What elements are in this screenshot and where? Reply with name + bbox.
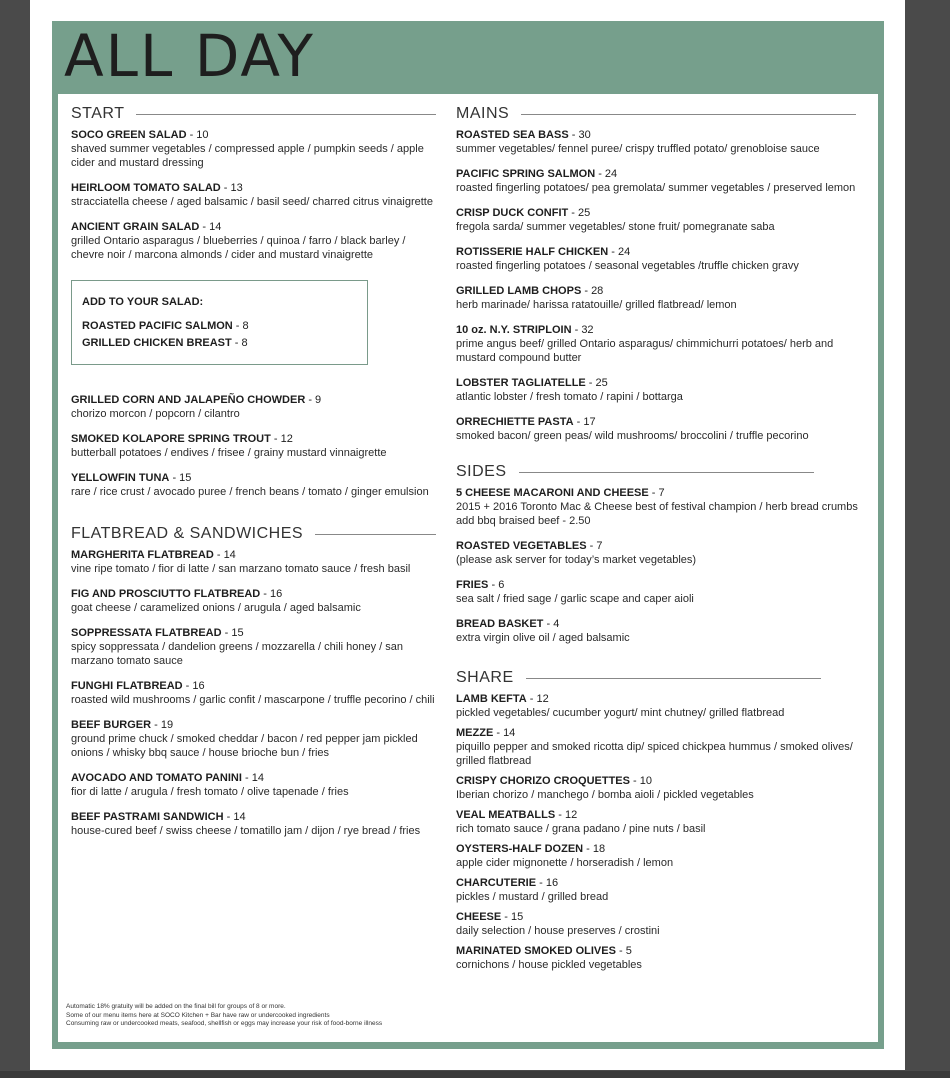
menu-item-price: 19 — [160, 719, 174, 731]
menu-item-price: 24 — [604, 168, 618, 180]
add-on-name: ROASTED PACIFIC SALMON — [82, 320, 233, 332]
menu-item-name: AVOCADO AND TOMATO PANINI - 14 — [71, 772, 264, 784]
item-name-text: FUNGHI FLATBREAD — [71, 680, 183, 692]
menu-item-name: SOPPRESSATA FLATBREAD - 15 — [71, 627, 244, 639]
menu-item — [456, 842, 861, 870]
footnote-line: Some of our menu items here at SOCO Kitchen + Bar have raw or undercooked ingredients — [66, 1011, 330, 1019]
item-name-text: ROASTED SEA BASS — [456, 129, 569, 141]
footnote-line: Automatic 18% gratuity will be added on the final bill for groups of 8 or more. — [66, 1003, 286, 1010]
menu-item — [456, 376, 861, 404]
menu-item — [456, 323, 861, 365]
item-name-text: BEEF PASTRAMI SANDWICH — [71, 811, 224, 823]
item-name-text: SOCO GREEN SALAD — [71, 129, 187, 141]
start-list-2 — [71, 393, 436, 499]
menu-item-name: ANCIENT GRAIN SALAD - 14 — [71, 221, 222, 233]
menu-title: ALL DAY — [64, 22, 315, 90]
menu-item-description: vine ripe tomato / fior di latte / san marzano tomato sauce / fresh basil — [71, 563, 411, 575]
section-start — [71, 104, 436, 124]
menu-item — [71, 810, 436, 838]
add-to-salad-title: ADD TO YOUR SALAD: — [82, 296, 204, 308]
item-name-text: CRISP DUCK CONFIT — [456, 207, 569, 219]
add-on-line: GRILLED CHICKEN BREAST - 8 — [82, 337, 248, 349]
menu-item — [71, 432, 436, 460]
add-on-price: 8 — [241, 337, 248, 349]
menu-item — [456, 910, 861, 938]
section-rule — [521, 114, 856, 115]
menu-item — [456, 808, 861, 836]
section-title-flatbread: FLATBREAD & SANDWICHES — [71, 525, 304, 542]
add-on-price: 8 — [242, 320, 249, 332]
menu-item — [456, 774, 861, 802]
menu-item-price: 5 — [625, 945, 632, 957]
menu-item — [71, 771, 436, 799]
menu-item-description: pickles / mustard / grilled bread — [456, 891, 609, 903]
menu-item-name: BEEF BURGER - 19 — [71, 719, 174, 731]
item-name-text: FRIES — [456, 579, 489, 591]
menu-item-name: SOCO GREEN SALAD - 10 — [71, 129, 209, 141]
footnote-line: Consuming raw or undercooked meats, seafood, shellfish or eggs may increase your risk of food-borne illness — [66, 1020, 383, 1027]
menu-item-price: 14 — [209, 221, 222, 233]
item-name-text: YELLOWFIN TUNA — [71, 472, 170, 484]
menu-item-price: 10 — [196, 129, 209, 141]
flatbread-list — [71, 548, 436, 838]
window-bottom-bar — [0, 1071, 950, 1078]
menu-item-price: 32 — [581, 324, 594, 336]
item-name-text: SMOKED KOLAPORE SPRING TROUT — [71, 433, 271, 445]
section-share — [456, 668, 861, 688]
menu-item-price: 18 — [592, 843, 606, 855]
menu-item-name: ORRECHIETTE PASTA - 17 — [456, 416, 596, 428]
menu-item-description: smoked bacon/ green peas/ wild mushrooms/ broccolini / truffle pecorino — [456, 430, 809, 442]
menu-item-price: 25 — [595, 377, 608, 389]
add-to-salad-box — [71, 280, 368, 365]
item-name-text: ROASTED VEGETABLES — [456, 540, 587, 552]
menu-item — [456, 692, 861, 720]
menu-item-price: 28 — [591, 285, 604, 297]
menu-item — [456, 245, 861, 273]
add-on-line: ROASTED PACIFIC SALMON - 8 — [82, 320, 249, 332]
menu-item-description: daily selection / house preserves / crostini — [456, 925, 660, 937]
menu-item-name: GRILLED CORN AND JALAPEÑO CHOWDER - 9 — [71, 394, 322, 406]
menu-item-description: spicy soppressata / dandelion greens / mozzarella / chili honey / san marzano tomato sauce — [71, 641, 404, 667]
menu-item-name: FIG AND PROSCIUTTO FLATBREAD - 16 — [71, 588, 283, 600]
item-name-text: FIG AND PROSCIUTTO FLATBREAD — [71, 588, 261, 600]
menu-item — [71, 471, 436, 499]
share-list — [456, 692, 861, 972]
item-name-text: BEEF BURGER — [71, 719, 152, 731]
menu-item-description: Iberian chorizo / manchego / bomba aioli / pickled vegetables — [456, 789, 754, 801]
menu-item-description: 2015 + 2016 Toronto Mac & Cheese best of festival champion / herb bread crumbs — [456, 501, 858, 513]
menu-item-description: stracciatella cheese / aged balsamic / basil seed/ charred citrus vinaigrette — [71, 196, 433, 208]
footnote — [66, 1003, 446, 1029]
menu-item-price: 16 — [545, 877, 559, 889]
menu-item-price: 7 — [596, 540, 603, 552]
item-name-text: GRILLED LAMB CHOPS — [456, 285, 582, 297]
menu-item-description: rare / rice crust / avocado puree / french beans / tomato / ginger emulsion — [71, 486, 429, 498]
menu-item-price: 15 — [231, 627, 244, 639]
menu-item-description: chorizo morcon / popcorn / cilantro — [71, 408, 240, 420]
menu-item — [456, 128, 861, 156]
item-name-text: ROTISSERIE HALF CHICKEN — [456, 246, 609, 258]
menu-item-description: sea salt / fried sage / garlic scape and caper aioli — [456, 593, 694, 605]
menu-item-name: FRIES - 6 — [456, 579, 505, 591]
item-name-text: AVOCADO AND TOMATO PANINI — [71, 772, 242, 784]
menu-item-name: HEIRLOOM TOMATO SALAD - 13 — [71, 182, 243, 194]
section-title-share: SHARE — [456, 669, 514, 686]
menu-item-name: LAMB KEFTA - 12 — [456, 693, 549, 705]
menu-item-description: piquillo pepper and smoked ricotta dip/ spiced chickpea hummus / smoked olives/ grilled flatbread — [456, 741, 853, 767]
menu-item-name: CRISP DUCK CONFIT - 25 — [456, 207, 591, 219]
section-rule — [136, 114, 436, 115]
menu-item-name: MARGHERITA FLATBREAD - 14 — [71, 549, 236, 561]
menu-item-price: 25 — [578, 207, 591, 219]
menu-item-description: roasted fingerling potatoes / seasonal vegetables /truffle chicken gravy — [456, 260, 799, 272]
menu-item-price: 14 — [223, 549, 236, 561]
menu-item-name: ROTISSERIE HALF CHICKEN - 24 — [456, 246, 631, 258]
item-name-text: CHARCUTERIE — [456, 877, 537, 889]
menu-item — [456, 944, 861, 972]
menu-item-price: 6 — [498, 579, 505, 591]
menu-item-description: summer vegetables/ fennel puree/ crispy truffled potato/ grenobloise sauce — [456, 143, 820, 155]
item-name-text: VEAL MEATBALLS — [456, 809, 556, 821]
menu-item-price: 24 — [617, 246, 631, 258]
section-title-start: START — [71, 105, 125, 122]
menu-item-price: 15 — [179, 472, 192, 484]
menu-item-price: 4 — [553, 618, 560, 630]
menu-item-price: 7 — [658, 487, 665, 499]
start-list — [71, 128, 436, 262]
menu-item-description: ground prime chuck / smoked cheddar / bacon / red pepper jam pickled onions / whisky bbq sauce / house brioche bun / fries — [71, 733, 418, 759]
menu-item-price: 14 — [503, 727, 516, 739]
menu-item-price: 14 — [251, 772, 264, 784]
menu-item-description: (please ask server for today’s market vegetables) — [456, 554, 697, 566]
menu-item-description: apple cider mignonette / horseradish / lemon — [456, 857, 674, 869]
item-name-text: LAMB KEFTA — [456, 693, 527, 705]
menu-item-description: roasted wild mushrooms / garlic confit / mascarpone / truffle pecorino / chili — [71, 694, 435, 706]
menu-item-name: BREAD BASKET - 4 — [456, 618, 560, 630]
menu-item-name: SMOKED KOLAPORE SPRING TROUT - 12 — [71, 433, 293, 445]
menu-item-description: atlantic lobster / fresh tomato / rapini / bottarga — [456, 391, 683, 403]
menu-item-name: 10 oz. N.Y. STRIPLOIN - 32 — [456, 324, 594, 336]
menu-item — [71, 679, 436, 707]
menu-item-price: 13 — [230, 182, 243, 194]
menu-item — [71, 181, 436, 209]
menu-item-price: 12 — [565, 809, 578, 821]
item-name-text: 5 CHEESE MACARONI AND CHEESE — [456, 487, 649, 499]
mains-list — [456, 128, 861, 443]
menu-item — [456, 578, 861, 606]
menu-item — [456, 539, 861, 567]
item-name-text: MEZZE — [456, 727, 494, 739]
add-on-name: GRILLED CHICKEN BREAST — [82, 337, 232, 349]
item-name-text: CHEESE — [456, 911, 502, 923]
section-mains — [456, 104, 861, 124]
menu-item-name: YELLOWFIN TUNA - 15 — [71, 472, 192, 484]
item-name-text: LOBSTER TAGLIATELLE — [456, 377, 586, 389]
menu-item — [456, 726, 861, 768]
menu-item-price: 16 — [192, 680, 205, 692]
menu-item — [71, 393, 436, 421]
menu-item-name: ROASTED VEGETABLES - 7 — [456, 540, 603, 552]
menu-item-price: 12 — [280, 433, 293, 445]
menu-item-name: CRISPY CHORIZO CROQUETTES - 10 — [456, 775, 653, 787]
menu-item-price: 14 — [233, 811, 246, 823]
menu-item — [456, 617, 861, 645]
menu-item-price: 10 — [639, 775, 653, 787]
section-title-sides: SIDES — [456, 463, 507, 480]
menu-item-name: LOBSTER TAGLIATELLE - 25 — [456, 377, 608, 389]
item-name-text: SOPPRESSATA FLATBREAD — [71, 627, 222, 639]
menu-item-description: cornichons / house pickled vegetables — [456, 959, 642, 971]
menu-item-name: CHEESE - 15 — [456, 911, 524, 923]
menu-item-name: FUNGHI FLATBREAD - 16 — [71, 680, 205, 692]
menu-item-price: 15 — [511, 911, 524, 923]
section-rule — [519, 472, 814, 473]
menu-item — [456, 876, 861, 904]
menu-item — [456, 206, 861, 234]
menu-item-name: MEZZE - 14 — [456, 727, 516, 739]
menu-item-name: ROASTED SEA BASS - 30 — [456, 129, 591, 141]
section-rule — [315, 534, 436, 535]
item-name-text: PACIFIC SPRING SALMON — [456, 168, 596, 180]
item-name-text: GRILLED CORN AND JALAPEÑO CHOWDER — [71, 394, 306, 406]
menu-item-name: CHARCUTERIE - 16 — [456, 877, 559, 889]
menu-item-name: PACIFIC SPRING SALMON - 24 — [456, 168, 618, 180]
item-name-text: ORRECHIETTE PASTA — [456, 416, 574, 428]
menu-item — [456, 284, 861, 312]
section-flatbread — [71, 524, 436, 544]
item-name-text: ANCIENT GRAIN SALAD — [71, 221, 200, 233]
menu-item-description: prime angus beef/ grilled Ontario asparagus/ chimmichurri potatoes/ herb and mustard compound butter — [456, 338, 834, 364]
menu-item — [71, 128, 436, 170]
menu-item-name: MARINATED SMOKED OLIVES - 5 — [456, 945, 632, 957]
menu-item — [71, 626, 436, 668]
add-to-salad-list — [82, 318, 357, 352]
menu-item-description: grilled Ontario asparagus / blueberries / quinoa / farro / black barley / chevre noir / marcona almonds / cider and mustard vinaigrette — [71, 235, 406, 261]
right-column — [456, 104, 861, 978]
item-name-text: MARGHERITA FLATBREAD — [71, 549, 214, 561]
left-column — [71, 104, 436, 849]
menu-item-price: 9 — [315, 394, 322, 406]
menu-item — [71, 587, 436, 615]
menu-item-description: pickled vegetables/ cucumber yogurt/ mint chutney/ grilled flatbread — [456, 707, 785, 719]
menu-item-description: fregola sarda/ summer vegetables/ stone fruit/ pomegranate saba — [456, 221, 775, 233]
item-name-text: 10 oz. N.Y. STRIPLOIN — [456, 324, 572, 336]
menu-item — [71, 220, 436, 262]
item-name-text: BREAD BASKET — [456, 618, 544, 630]
menu-item-name: BEEF PASTRAMI SANDWICH - 14 — [71, 811, 246, 823]
menu-item-description: roasted fingerling potatoes/ pea gremolata/ summer vegetables / preserved lemon — [456, 182, 856, 194]
sides-list — [456, 486, 861, 645]
menu-item-description: rich tomato sauce / grana padano / pine nuts / basil — [456, 823, 706, 835]
menu-item — [456, 415, 861, 443]
menu-item-description: goat cheese / caramelized onions / arugula / aged balsamic — [71, 602, 361, 614]
item-name-text: HEIRLOOM TOMATO SALAD — [71, 182, 221, 194]
menu-item-description: butterball potatoes / endives / frisee / grainy mustard vinnaigrette — [71, 447, 387, 459]
menu-item-price: 30 — [578, 129, 591, 141]
menu-item-description: house-cured beef / swiss cheese / tomatillo jam / dijon / rye bread / fries — [71, 825, 421, 837]
menu-item-name: OYSTERS-HALF DOZEN - 18 — [456, 843, 606, 855]
section-title-mains: MAINS — [456, 105, 510, 122]
menu-item-price: 16 — [270, 588, 283, 600]
menu-item-price: 17 — [583, 416, 596, 428]
item-name-text: OYSTERS-HALF DOZEN — [456, 843, 584, 855]
menu-item-description: fior di latte / arugula / fresh tomato / olive tapenade / fries — [71, 786, 349, 798]
item-name-text: CRISPY CHORIZO CROQUETTES — [456, 775, 630, 787]
menu-item — [71, 548, 436, 576]
menu-item — [456, 167, 861, 195]
menu-item — [456, 486, 861, 528]
section-sides — [456, 462, 861, 482]
menu-item-name: GRILLED LAMB CHOPS - 28 — [456, 285, 604, 297]
menu-item-description: extra virgin olive oil / aged balsamic — [456, 632, 630, 644]
menu-item-name: VEAL MEATBALLS - 12 — [456, 809, 578, 821]
menu-item — [71, 718, 436, 760]
menu-item-description: shaved summer vegetables / compressed apple / pumpkin seeds / apple cider and mustard dressing — [71, 143, 424, 169]
menu-item-price: 12 — [536, 693, 549, 705]
item-name-text: MARINATED SMOKED OLIVES — [456, 945, 616, 957]
menu-item-name: 5 CHEESE MACARONI AND CHEESE - 7 — [456, 487, 665, 499]
section-rule — [526, 678, 821, 679]
menu-item-description: herb marinade/ harissa ratatouille/ grilled flatbread/ lemon — [456, 299, 737, 311]
menu-item-addon: add bbq braised beef - 2.50 — [456, 515, 591, 527]
